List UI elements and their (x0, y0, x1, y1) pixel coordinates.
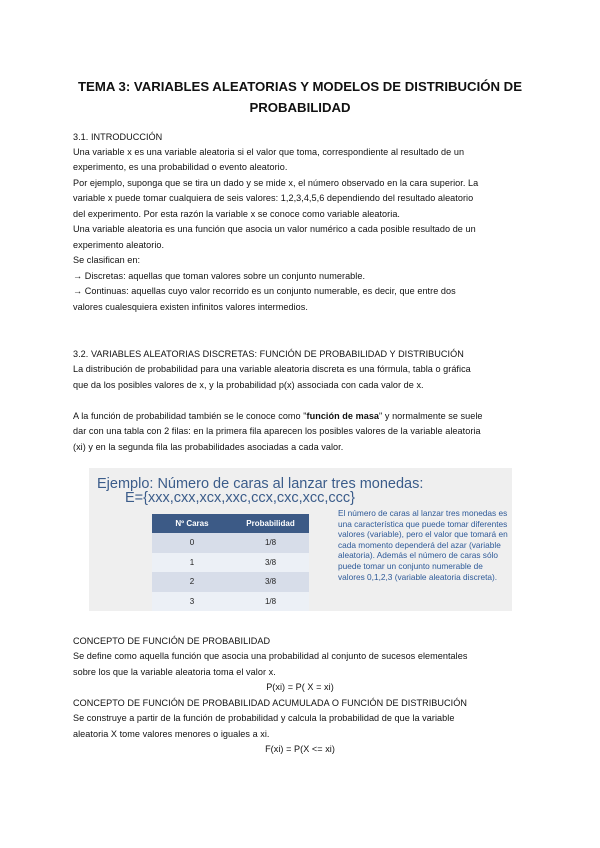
table-cell: 1 (152, 553, 232, 573)
section-heading-prob-function: CONCEPTO DE FUNCIÓN DE PROBABILIDAD (73, 636, 271, 646)
text-line: Por ejemplo, suponga que se tira un dado y se mide x, el número observado en la cara superior. La (73, 178, 479, 188)
bullet-discrete: → Discretas: aquellas que toman valores sobre un conjunto numerable. (73, 271, 366, 281)
table-row (152, 533, 309, 553)
table-cell: 3/8 (232, 553, 309, 573)
text-line: Una variable aleatoria es una función que asocia un valor numérico a cada posible resultado de un (73, 224, 476, 234)
example-table (152, 514, 309, 611)
table-cell: 1/8 (232, 592, 309, 612)
table-row (152, 592, 309, 612)
text-line: valores cualesquiera existen infinitos valores intermedios. (73, 302, 308, 312)
text-line: del experimento. Por esta razón la variable x se conoce como variable aleatoria. (73, 209, 401, 219)
table-row (152, 553, 309, 573)
example-sample-space: E={xxx,cxx,xcx,xxc,ccx,cxc,xcc,ccc} (125, 490, 356, 506)
table-cell: 0 (152, 533, 232, 553)
text-line: variable x puede tomar cualquiera de seis valores: 1,2,3,4,5,6 dependiendo del resultado aleatorio (73, 193, 474, 203)
table-cell: 3 (152, 592, 232, 612)
text-line: que da los posibles valores de x, y la probabilidad p(x) associada con cada valor de x. (73, 380, 424, 390)
title-line-2: PROBABILIDAD (249, 100, 351, 115)
section-heading-discrete: 3.2. VARIABLES ALEATORIAS DISCRETAS: FUNCIÓN DE PROBABILIDAD Y DISTRIBUCIÓN (73, 349, 464, 359)
table-cell: 2 (152, 572, 232, 592)
document-title (60, 76, 540, 118)
table-cell: 3/8 (232, 572, 309, 592)
text-line: Se construye a partir de la función de probabilidad y calcula la probabilidad de que la variable (73, 713, 455, 723)
title-line-1: TEMA 3: VARIABLES ALEATORIAS Y MODELOS DE DISTRIBUCIÓN DE (77, 79, 522, 94)
text-line: Se clasifican en: (73, 255, 141, 265)
example-note: El número de caras al lanzar tres monedas es una característica que puede tomar diferentes valores (variable), pero el valor que tomará en cada momento dependerá del azar (variable aleatoria). Además el número de caras sólo puede tomar un conjunto numerable de valores 0,1,2,3 (variable aleatoria discreta). (338, 508, 508, 582)
text-line: Una variable x es una variable aleatoria si el valor que toma, correspondiente al resultado de un (73, 147, 465, 157)
formula-prob: P(xi) = P( X = xi) (266, 682, 334, 692)
table-header-row (152, 514, 309, 533)
bullet-continuous: → Continuas: aquellas cuyo valor recorrido es un conjunto numerable, es decir, que entre dos (73, 286, 456, 296)
text-line: Se define como aquella función que asocia una probabilidad al conjunto de sucesos elementales (73, 651, 468, 661)
text-line (73, 409, 533, 424)
text-line: aleatoria X tome valores menores o iguales a xi. (73, 729, 270, 739)
text-line: experimento aleatorio. (73, 240, 165, 250)
header-cell: Probabilidad (232, 514, 309, 533)
table-row (152, 572, 309, 592)
text-line: La distribución de probabilidad para una variable aleatoria discreta es una fórmula, tabla o gráfica (73, 364, 471, 374)
table-cell: 1/8 (232, 533, 309, 553)
bold-term: función de masa (306, 411, 380, 421)
text-line: (xi) y en la segunda fila las probabilidades asociadas a cada valor. (73, 442, 344, 452)
section-heading-intro: 3.1. INTRODUCCIÓN (73, 132, 163, 142)
text-line: experimento, es una probabilidad o evento aleatorio. (73, 162, 288, 172)
example-figure (89, 468, 512, 611)
section-heading-dist-function: CONCEPTO DE FUNCIÓN DE PROBABILIDAD ACUMULADA O FUNCIÓN DE DISTRIBUCIÓN (73, 698, 467, 708)
text-line: dar con una tabla con 2 filas: en la primera fila aparecen los posibles valores de la variable aleatoria (73, 426, 481, 436)
text-span: " y normalmente se suele (379, 411, 483, 421)
text-span: A la función de probabilidad también se le conoce como " (73, 411, 307, 421)
example-title: Ejemplo: Número de caras al lanzar tres monedas: (97, 476, 424, 492)
formula-dist: F(xi) = P(X <= xi) (265, 744, 335, 754)
text-line: sobre los que la variable aleatoria toma el valor x. (73, 667, 276, 677)
header-cell: Nº Caras (152, 514, 232, 533)
